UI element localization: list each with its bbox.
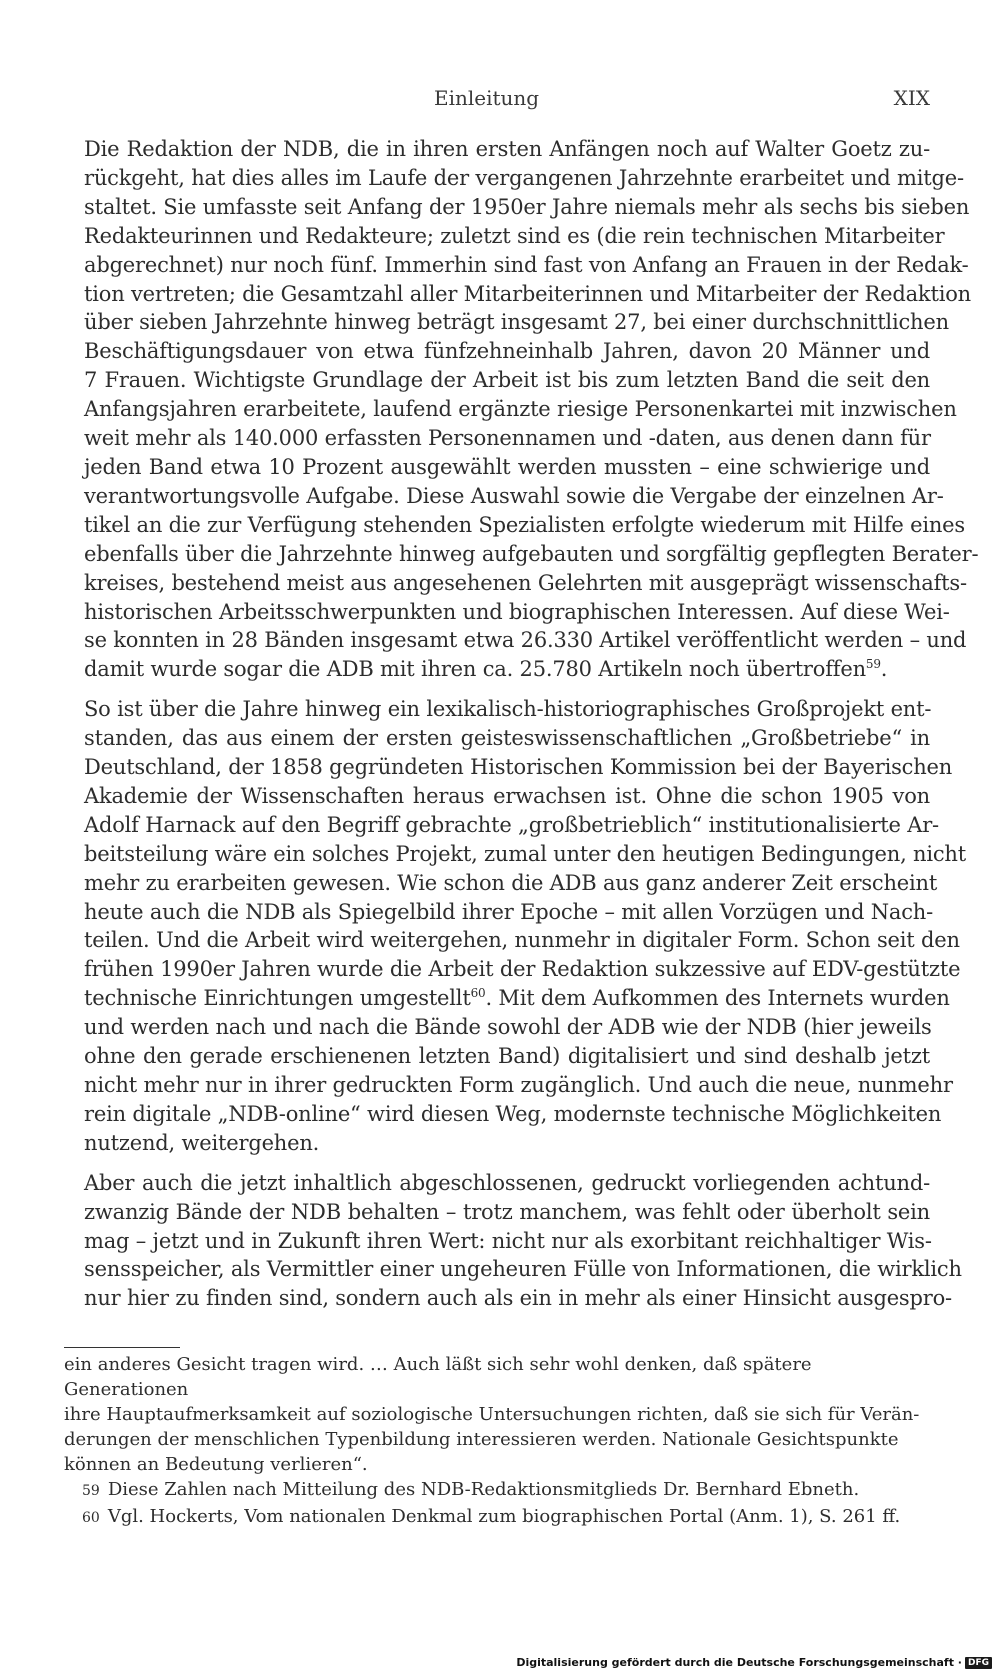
- text-line: staltet. Sie umfasste seit Anfang der 1950er Jahre niemals mehr als sechs bis sieben: [84, 194, 970, 219]
- footnote-text: Diese Zahlen nach Mitteilung des NDB-Redaktionsmitglieds Dr. Bernhard Ebneth.: [107, 1479, 860, 1500]
- footnote-continuation: [64, 1352, 930, 1477]
- text-fragment: technische Einrichtungen umgestellt: [84, 986, 471, 1011]
- dfg-logo: DFG: [965, 1657, 992, 1669]
- text-line: sensspeicher, als Vermittler einer ungeheuren Fülle von Informationen, die wirklich: [84, 1257, 962, 1282]
- text-line: tikel an die zur Verfügung stehenden Spezialisten erfolgte wiederum mit Hilfe eines: [84, 512, 965, 537]
- text-line: [64, 984, 950, 1013]
- text-line: können an Bedeutung verlieren“.: [64, 1454, 368, 1475]
- text-line: Redakteurinnen und Redakteure; zuletzt sind es (die rein technischen Mitarbeiter: [84, 223, 945, 248]
- text-line: Deutschland, der 1858 gegründeten Historischen Kommission bei der Bayerischen: [84, 755, 953, 780]
- text-line: rein digitale „NDB-online“ wird diesen Weg, modernste technische Möglichkeiten: [84, 1101, 942, 1126]
- footnote-reference[interactable]: 59: [865, 657, 881, 672]
- text-line: weit mehr als 140.000 erfassten Personennamen und -daten, aus denen dann für: [84, 426, 931, 451]
- text-line: ohne den gerade erschienenen letzten Band) digitalisiert und sind deshalb jetzt: [84, 1044, 930, 1069]
- text-line: verantwortungsvolle Aufgabe. Diese Auswahl sowie die Vergabe der einzelnen Ar-: [84, 483, 944, 508]
- text-line: [64, 655, 930, 684]
- text-line: 7 Frauen. Wichtigste Grundlage der Arbeit ist bis zum letzten Band die seit den: [84, 368, 930, 393]
- text-line: über sieben Jahrzehnte hinweg beträgt insgesamt 27, bei einer durchschnittlichen: [84, 310, 949, 335]
- text-line: Anfangsjahren erarbeitete, laufend ergänzte riesige Personenkartei mit inzwischen: [84, 397, 957, 422]
- running-head-title: Einleitung: [434, 86, 540, 110]
- footnote-number: 60: [82, 1510, 100, 1526]
- text-line: Beschäftigungsdauer von etwa fünfzehneinhalb Jahren, davon 20 Männer und: [84, 339, 930, 364]
- text-line: So ist über die Jahre hinweg ein lexikalisch-historiographisches Großprojekt ent-: [84, 697, 932, 722]
- paragraph-2: [64, 695, 966, 1158]
- text-line: derungen der menschlichen Typenbildung interessieren werden. Nationale Gesichtspunkte: [64, 1429, 899, 1450]
- page-number: XIX: [893, 86, 930, 110]
- text-line: ihre Hauptaufmerksamkeit auf soziologische Untersuchungen richten, daß sie sich für Verän-: [64, 1404, 920, 1425]
- text-line: Adolf Harnack auf den Begriff gebrachte „großbetrieblich“ institutionalisierte Ar-: [84, 812, 939, 837]
- credit-text: Digitalisierung gefördert durch die Deutsche Forschungsgemeinschaft ·: [516, 1656, 962, 1669]
- text-line: nur hier zu finden sind, sondern auch als ein in mehr als einer Hinsicht ausgespro-: [84, 1286, 952, 1311]
- text-line: nicht mehr nur in ihrer gedruckten Form zugänglich. Und auch die neue, nunmehr: [84, 1073, 953, 1097]
- text-line: kreises, bestehend meist aus angesehenen Gelehrten mit ausgeprägt wissenschafts-: [84, 570, 967, 595]
- footnote-text: Vgl. Hockerts, Vom nationalen Denkmal zum biographischen Portal (Anm. 1), S. 261 ff.: [107, 1506, 901, 1527]
- text-line: frühen 1990er Jahren wurde die Arbeit der Redaktion sukzessive auf EDV-gestützte: [84, 957, 961, 982]
- footnote-59: [64, 1477, 930, 1504]
- text-line: Aber auch die jetzt inhaltlich abgeschlossenen, gedruckt vorliegenden achtund-: [84, 1170, 930, 1195]
- text-line: se konnten in 28 Bänden insgesamt etwa 26.330 Artikel veröffentlicht werden – und: [84, 628, 967, 653]
- paragraph-1: [64, 135, 979, 684]
- text-line: rückgeht, hat dies alles im Laufe der vergangenen Jahrzehnte erarbeitet und mitge-: [84, 165, 964, 190]
- footnote-reference[interactable]: 60: [470, 986, 486, 1001]
- text-line: mehr zu erarbeiten gewesen. Wie schon die ADB aus ganz anderer Zeit erscheint: [84, 870, 938, 895]
- text-line: tion vertreten; die Gesamtzahl aller Mitarbeiterinnen und Mitarbeiter der Redaktion: [84, 281, 971, 306]
- text-line: zwanzig Bände der NDB behalten – trotz manchem, was fehlt oder überholt sein: [84, 1199, 930, 1224]
- paragraph-3: [64, 1169, 962, 1314]
- text-line: ein anderes Gesicht tragen wird. … Auch läßt sich sehr wohl denken, daß spätere Generationen: [64, 1354, 812, 1400]
- text-fragment: damit wurde sogar die ADB mit ihren ca. 25.780 Artikeln noch übertroffen: [84, 657, 866, 682]
- body-text: [64, 135, 979, 1324]
- text-fragment: .: [880, 657, 888, 682]
- text-line: ebenfalls über die Jahrzehnte hinweg aufgebauten und sorgfältig gepflegten Berater-: [84, 541, 979, 566]
- footnote-number: 59: [82, 1483, 100, 1499]
- digitization-credit: [516, 1656, 992, 1669]
- footnote-divider: [64, 1347, 180, 1348]
- text-line: abgerechnet) nur noch fünf. Immerhin sind fast von Anfang an Frauen in der Redak-: [84, 252, 969, 277]
- text-line: teilen. Und die Arbeit wird weitergehen, nunmehr in digitaler Form. Schon seit den: [84, 928, 960, 953]
- text-line: Akademie der Wissenschaften heraus erwachsen ist. Ohne die schon 1905 von: [84, 783, 930, 808]
- text-line: Die Redaktion der NDB, die in ihren ersten Anfängen noch auf Walter Goetz zu-: [84, 137, 930, 161]
- text-line: standen, das aus einem der ersten geisteswissenschaftlichen „Großbetriebe“ in: [84, 726, 930, 751]
- text-line: beitsteilung wäre ein solches Projekt, zumal unter den heutigen Bedingungen, nicht: [84, 841, 966, 866]
- text-line: heute auch die NDB als Spiegelbild ihrer Epoche – mit allen Vorzügen und Nach-: [84, 899, 933, 924]
- text-fragment: . Mit dem Aufkommen des Internets wurden: [485, 986, 950, 1011]
- text-line: historischen Arbeitsschwerpunkten und biographischen Interessen. Auf diese Wei-: [84, 599, 950, 624]
- text-line: nutzend, weitergehen.: [84, 1130, 320, 1155]
- footnote-60: [64, 1504, 930, 1531]
- footnotes: [64, 1352, 930, 1531]
- text-line: jeden Band etwa 10 Prozent ausgewählt werden mussten – eine schwierige und: [84, 454, 930, 479]
- text-line: und werden nach und nach die Bände sowohl der ADB wie der NDB (hier jeweils: [84, 1015, 932, 1040]
- text-line: mag – jetzt und in Zukunft ihren Wert: nicht nur als exorbitant reichhaltiger Wis-: [84, 1228, 932, 1253]
